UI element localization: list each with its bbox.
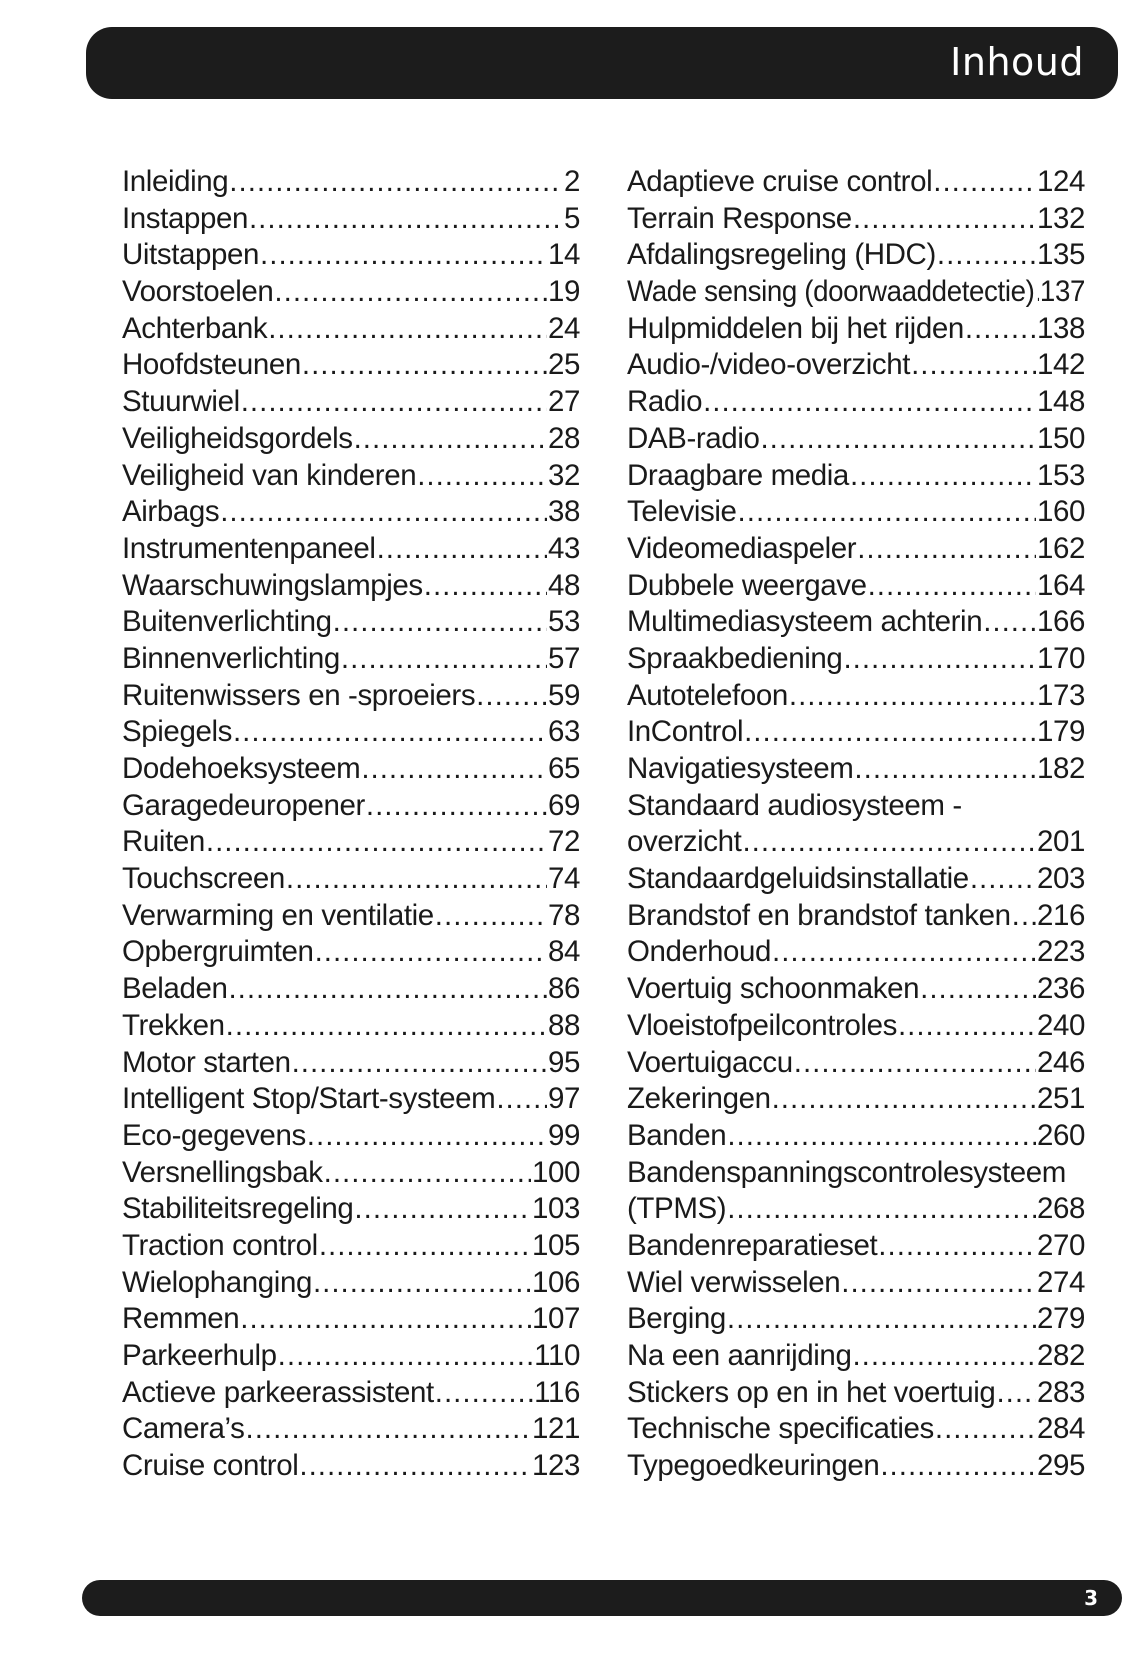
toc-entry-page: 107 xyxy=(531,1302,580,1336)
toc-entry-page: 283 xyxy=(1036,1375,1085,1409)
toc-entry xyxy=(122,274,580,311)
toc-entry-page: 59 xyxy=(547,678,580,712)
toc-entry xyxy=(122,1375,580,1412)
toc-entry xyxy=(627,164,1085,201)
toc-entry xyxy=(627,824,1085,861)
dot-leader xyxy=(292,1045,547,1082)
toc-entry xyxy=(122,641,580,678)
toc-entry-page: 240 xyxy=(1036,1008,1085,1042)
toc-entry xyxy=(122,604,580,641)
toc-entry-page: 182 xyxy=(1036,752,1085,785)
toc-entry xyxy=(122,1155,580,1192)
toc-entry-page: 164 xyxy=(1036,568,1085,602)
toc-entry-page: 203 xyxy=(1036,862,1085,896)
toc-entry-title: Banden xyxy=(627,1118,727,1152)
dot-leader xyxy=(313,1265,531,1302)
toc-entry xyxy=(122,568,580,605)
toc-entry xyxy=(122,494,580,531)
toc-entry-page: 97 xyxy=(547,1082,580,1116)
toc-entry-page: 99 xyxy=(547,1118,580,1152)
toc-entry xyxy=(627,604,1085,641)
toc-entry-title: Trekken xyxy=(122,1008,225,1042)
toc-entry xyxy=(122,311,580,348)
toc-entry xyxy=(122,347,580,384)
toc-entry-page: 32 xyxy=(547,458,580,492)
toc-entry-title: Actieve parkeerassistent xyxy=(122,1375,434,1409)
toc-entry xyxy=(627,347,1085,384)
dot-leader xyxy=(868,568,1036,605)
toc-entry-page: 74 xyxy=(547,862,580,896)
toc-entry-title: Opbergruimten xyxy=(122,935,314,969)
toc-entry-page: 246 xyxy=(1036,1045,1085,1079)
toc-entry xyxy=(122,751,580,788)
toc-entry xyxy=(627,568,1085,605)
toc-entry-title: Stickers op en in het voertuig xyxy=(627,1375,996,1409)
toc-entry-page: 137 xyxy=(1039,275,1085,309)
dot-leader xyxy=(260,237,547,274)
dot-leader xyxy=(937,237,1036,274)
dot-leader xyxy=(996,1375,1036,1412)
toc-entry xyxy=(627,898,1085,935)
toc-entry-title: Airbags xyxy=(122,495,220,529)
toc-entry-page: 148 xyxy=(1036,385,1085,419)
toc-entry-page: 106 xyxy=(531,1265,580,1299)
dot-leader xyxy=(228,971,547,1008)
toc-entry-title-line: Standaard audiosysteem - xyxy=(627,788,962,822)
page-number: 3 xyxy=(1084,1586,1098,1610)
toc-entry xyxy=(627,237,1085,274)
toc-entry xyxy=(627,1301,1085,1338)
dot-leader xyxy=(366,788,547,825)
toc-entry-title: Camera’s xyxy=(122,1412,245,1446)
toc-entry xyxy=(627,1375,1085,1412)
toc-entry-page: 279 xyxy=(1036,1302,1085,1336)
toc-entry-page: 27 xyxy=(547,385,580,419)
toc-entry-title: overzicht xyxy=(627,825,742,859)
header-bar xyxy=(86,27,1118,99)
dot-leader xyxy=(286,861,547,898)
dot-leader xyxy=(727,1118,1036,1155)
dot-leader xyxy=(1035,274,1039,311)
dot-leader xyxy=(246,1411,531,1448)
dot-leader xyxy=(772,934,1036,971)
toc-entry-page: 160 xyxy=(1036,495,1085,529)
toc-entry-page: 48 xyxy=(547,568,580,602)
dot-leader xyxy=(299,1448,531,1485)
toc-entry-page: 150 xyxy=(1036,421,1085,455)
toc-entry xyxy=(627,274,1085,311)
toc-entry-page: 162 xyxy=(1036,531,1085,565)
dot-leader xyxy=(476,678,547,715)
toc-entry-page: 201 xyxy=(1036,825,1085,859)
toc-entry xyxy=(627,971,1085,1008)
toc-entry-title: Instappen xyxy=(122,201,248,235)
toc-entry-title: Garagedeuropener xyxy=(122,788,365,822)
toc-entry xyxy=(122,1118,580,1155)
toc-entry xyxy=(627,1191,1085,1228)
dot-leader xyxy=(852,1338,1036,1375)
toc-entry-page: 116 xyxy=(534,1375,580,1409)
toc-entry-page: 216 xyxy=(1036,898,1085,932)
toc-entry xyxy=(122,714,580,751)
dot-leader xyxy=(206,824,547,861)
dot-leader xyxy=(274,274,547,311)
dot-leader xyxy=(853,201,1036,238)
dot-leader xyxy=(772,1081,1036,1118)
toc-entry xyxy=(122,458,580,495)
toc-entry-title: Televisie xyxy=(627,495,737,529)
dot-leader xyxy=(496,1081,547,1118)
dot-leader xyxy=(970,861,1036,898)
dot-leader xyxy=(354,421,547,458)
dot-leader xyxy=(417,458,547,495)
toc-entry-title: Multimediasysteem achterin xyxy=(627,605,983,639)
toc-entry-page: 138 xyxy=(1036,311,1085,345)
toc-entry-title: Instrumentenpaneel xyxy=(122,531,376,565)
toc-entry xyxy=(627,751,1085,788)
toc-entry-title: Adaptieve cruise control xyxy=(627,165,933,198)
toc-entry-title: Touchscreen xyxy=(122,862,285,896)
dot-leader xyxy=(898,1008,1036,1045)
toc-entry-title: Navigatiesysteem xyxy=(627,752,854,785)
toc-entry xyxy=(122,1228,580,1265)
toc-entry-title: Draagbare media xyxy=(627,458,849,492)
toc-entry-page: 173 xyxy=(1036,678,1085,712)
toc-entry xyxy=(627,1411,1085,1448)
toc-entry-title: Hoofdsteunen xyxy=(122,348,301,382)
toc-entry-title: Onderhoud xyxy=(627,935,772,969)
toc-entry-title: Voorstoelen xyxy=(122,275,274,309)
toc-entry xyxy=(627,1338,1085,1375)
toc-entry-title: Ruitenwissers en -sproeiers xyxy=(122,678,476,712)
toc-entry-title: Typegoedkeuringen xyxy=(627,1449,880,1483)
dot-leader xyxy=(435,1375,533,1412)
toc-entry-page: 170 xyxy=(1036,641,1085,675)
toc-entry-page: 110 xyxy=(534,1339,580,1372)
dot-leader xyxy=(841,1265,1036,1302)
toc-entry-title: Remmen xyxy=(122,1302,240,1336)
dot-leader xyxy=(241,384,547,421)
toc-entry xyxy=(122,1301,580,1338)
toc-entry xyxy=(627,1265,1085,1302)
dot-leader xyxy=(878,1228,1036,1265)
dot-leader xyxy=(911,347,1036,384)
toc-entry-page: 124 xyxy=(1036,165,1085,198)
toc-entry xyxy=(627,1228,1085,1265)
toc-entry-page: 135 xyxy=(1036,238,1085,272)
dot-leader xyxy=(933,164,1036,201)
toc-entry-title: (TPMS) xyxy=(627,1192,727,1226)
toc-entry-title: Uitstappen xyxy=(122,238,260,272)
dot-leader xyxy=(854,751,1036,788)
toc-entry xyxy=(122,971,580,1008)
toc-entry-title: Hulpmiddelen bij het rijden xyxy=(627,311,964,345)
dot-leader xyxy=(268,311,547,348)
dot-leader xyxy=(760,421,1035,458)
toc-entry xyxy=(122,678,580,715)
toc-entry-page: 84 xyxy=(547,935,580,969)
toc-entry xyxy=(627,714,1085,751)
toc-entry-title: InControl xyxy=(627,715,744,749)
toc-entry-title: DAB-radio xyxy=(627,421,760,455)
toc-entry-page: 78 xyxy=(547,898,580,932)
toc-entry-page: 223 xyxy=(1036,935,1085,969)
toc-entry xyxy=(122,164,580,201)
toc-entry-title: Zekeringen xyxy=(627,1082,771,1116)
toc-column-right xyxy=(627,164,1085,1485)
toc-entry-page: 274 xyxy=(1036,1265,1085,1299)
toc-entry-page: 284 xyxy=(1036,1412,1085,1446)
toc-entry-title: Audio-/video-overzicht xyxy=(627,348,911,382)
toc-entry-title: Parkeerhulp xyxy=(122,1339,277,1372)
dot-leader xyxy=(377,531,547,568)
toc-entry-page: 57 xyxy=(547,641,580,675)
toc-entry-title: Ruiten xyxy=(122,825,205,859)
toc-entry-title: Dubbele weergave xyxy=(627,568,867,602)
toc-entry-page: 19 xyxy=(547,275,580,309)
toc-entry xyxy=(122,1081,580,1118)
dot-leader xyxy=(278,1338,533,1375)
dot-leader xyxy=(249,201,563,238)
dot-leader xyxy=(435,898,547,935)
toc-entry xyxy=(122,531,580,568)
toc-entry xyxy=(627,531,1085,568)
toc-entry-page: 236 xyxy=(1036,972,1085,1006)
toc-entry-page: 105 xyxy=(531,1228,580,1262)
toc-entry-page: 268 xyxy=(1036,1192,1085,1226)
toc-column-left xyxy=(122,164,580,1485)
dot-leader xyxy=(880,1448,1036,1485)
toc-entry-title: Eco-gegevens xyxy=(122,1118,306,1152)
dot-leader xyxy=(226,1008,547,1045)
toc-entry-title: Terrain Response xyxy=(627,201,852,235)
toc-entry-page: 5 xyxy=(563,201,580,235)
toc-entry-title: Na een aanrijding xyxy=(627,1339,852,1372)
dot-leader xyxy=(843,641,1036,678)
toc-entry xyxy=(627,1081,1085,1118)
toc-entry xyxy=(627,1008,1085,1045)
dot-leader xyxy=(341,641,547,678)
toc-entry xyxy=(122,1338,580,1375)
toc-entry-title: Stabiliteitsregeling xyxy=(122,1192,354,1226)
toc-entry-page: 166 xyxy=(1036,605,1085,639)
toc-entry-title: Afdalingsregeling (HDC) xyxy=(627,238,936,272)
dot-leader xyxy=(794,1045,1036,1082)
toc-entry-page: 123 xyxy=(531,1449,580,1483)
toc-entry-title-line: Bandenspanningscontrolesysteem xyxy=(627,1155,1066,1189)
toc-entry xyxy=(627,641,1085,678)
toc-entry-page: 14 xyxy=(547,238,580,272)
toc-entry xyxy=(627,201,1085,238)
toc-entry-page: 88 xyxy=(547,1008,580,1042)
toc-entry-page: 65 xyxy=(547,752,580,785)
toc-entry-page: 63 xyxy=(547,715,580,749)
toc-entry-page: 251 xyxy=(1036,1082,1085,1116)
toc-entry-title: Verwarming en ventilatie xyxy=(122,898,434,932)
toc-entry-page: 282 xyxy=(1036,1339,1085,1372)
toc-entry-page: 25 xyxy=(547,348,580,382)
toc-entry xyxy=(122,824,580,861)
toc-entry xyxy=(122,934,580,971)
toc-entry-title: Voertuig schoonmaken xyxy=(627,972,920,1006)
toc-entry xyxy=(627,494,1085,531)
dot-leader xyxy=(424,568,547,605)
toc-entry xyxy=(627,861,1085,898)
toc-entry-title: Dodehoeksysteem xyxy=(122,752,361,785)
toc-entry xyxy=(122,1008,580,1045)
dot-leader xyxy=(1012,898,1036,935)
dot-leader xyxy=(850,458,1036,495)
toc-entry-title: Inleiding xyxy=(122,165,229,198)
toc-entry-title: Traction control xyxy=(122,1228,318,1262)
toc-entry-page: 43 xyxy=(547,531,580,565)
dot-leader xyxy=(935,1411,1036,1448)
toc-entry-title: Beladen xyxy=(122,972,228,1006)
toc-entry xyxy=(122,861,580,898)
toc-entry-page: 38 xyxy=(547,495,580,529)
toc-entry-page: 270 xyxy=(1036,1228,1085,1262)
toc-entry-page: 95 xyxy=(547,1045,580,1079)
toc-entry-page: 295 xyxy=(1036,1449,1085,1483)
dot-leader xyxy=(307,1118,547,1155)
toc-entry xyxy=(122,1265,580,1302)
toc-entry-title: Veiligheidsgordels xyxy=(122,421,353,455)
toc-entry xyxy=(627,934,1085,971)
toc-entry-title: Cruise control xyxy=(122,1449,299,1483)
dot-leader xyxy=(965,311,1036,348)
toc-entry-title: Stuurwiel xyxy=(122,385,240,419)
toc-entry-page: 142 xyxy=(1036,348,1085,382)
toc-entry xyxy=(122,1411,580,1448)
toc-entry-page: 69 xyxy=(547,788,580,822)
toc-entry-title: Wade sensing (doorwaaddetectie) xyxy=(627,275,1035,309)
toc-entry xyxy=(122,898,580,935)
toc-entry-title: Vloeistofpeilcontroles xyxy=(627,1008,897,1042)
footer-bar xyxy=(82,1580,1122,1616)
toc-entry-page: 121 xyxy=(531,1412,580,1446)
dot-leader xyxy=(233,714,547,751)
toc-entry xyxy=(627,1448,1085,1485)
toc-entry xyxy=(627,421,1085,458)
toc-entry-page: 153 xyxy=(1036,458,1085,492)
dot-leader xyxy=(333,604,547,641)
toc-entry xyxy=(627,1045,1085,1082)
toc-entry-page: 2 xyxy=(563,165,580,198)
page-title: Inhoud xyxy=(950,40,1084,84)
toc-entry-title: Intelligent Stop/Start-systeem xyxy=(122,1082,496,1116)
toc-entry xyxy=(122,1191,580,1228)
dot-leader xyxy=(920,971,1036,1008)
dot-leader xyxy=(240,1301,531,1338)
dot-leader xyxy=(361,751,547,788)
toc-entry-title: Videomediaspeler xyxy=(627,531,857,565)
toc-entry-title: Versnellingsbak xyxy=(122,1155,323,1189)
toc-entry-title: Berging xyxy=(627,1302,726,1336)
toc-entry-title: Technische specificaties xyxy=(627,1412,934,1446)
toc-entry-title: Wiel verwisselen xyxy=(627,1265,841,1299)
toc-entry xyxy=(122,1045,580,1082)
dot-leader xyxy=(354,1191,531,1228)
toc-entry-title: Autotelefoon xyxy=(627,678,788,712)
toc-entry xyxy=(627,311,1085,348)
toc-entry-title: Bandenreparatieset xyxy=(627,1228,878,1262)
toc-entry-title: Waarschuwingslampjes xyxy=(122,568,423,602)
toc-entry-page: 72 xyxy=(547,825,580,859)
dot-leader xyxy=(857,531,1036,568)
dot-leader xyxy=(319,1228,531,1265)
toc-entry-title: Standaardgeluidsinstallatie xyxy=(627,862,969,896)
toc-entry xyxy=(627,678,1085,715)
dot-leader xyxy=(315,934,547,971)
dot-leader xyxy=(742,824,1036,861)
toc-entry-page: 179 xyxy=(1036,715,1085,749)
toc-entry-title: Spraakbediening xyxy=(627,641,843,675)
dot-leader xyxy=(220,494,547,531)
dot-leader xyxy=(727,1191,1036,1228)
toc-entry-title: Radio xyxy=(627,385,703,419)
toc-entry-page: 260 xyxy=(1036,1118,1085,1152)
toc-entry-page: 132 xyxy=(1036,201,1085,235)
toc-entry-title: Voertuigaccu xyxy=(627,1045,793,1079)
toc-entry xyxy=(122,201,580,238)
toc-entry-page: 24 xyxy=(547,311,580,345)
dot-leader xyxy=(703,384,1036,421)
toc-entry-title: Spiegels xyxy=(122,715,232,749)
dot-leader xyxy=(738,494,1036,531)
toc-entry xyxy=(122,237,580,274)
toc-entry-title: Veiligheid van kinderen xyxy=(122,458,417,492)
dot-leader xyxy=(983,604,1036,641)
toc-entry xyxy=(627,384,1085,421)
dot-leader xyxy=(789,678,1036,715)
toc-entry xyxy=(627,1118,1085,1155)
toc-entry-page: 53 xyxy=(547,605,580,639)
toc-entry xyxy=(627,458,1085,495)
dot-leader xyxy=(229,164,563,201)
dot-leader xyxy=(727,1301,1036,1338)
toc-entry-page: 103 xyxy=(531,1192,580,1226)
toc-entry-title: Motor starten xyxy=(122,1045,291,1079)
toc-entry xyxy=(122,788,580,825)
toc-entry xyxy=(122,384,580,421)
toc-entry xyxy=(122,1448,580,1485)
dot-leader xyxy=(324,1155,531,1192)
toc-entry-title: Wielophanging xyxy=(122,1265,312,1299)
toc-entry-page: 100 xyxy=(531,1155,580,1189)
toc-entry-title: Achterbank xyxy=(122,311,268,345)
toc-entry-title: Binnenverlichting xyxy=(122,641,340,675)
dot-leader xyxy=(302,347,547,384)
toc-entry-page: 86 xyxy=(547,972,580,1006)
dot-leader xyxy=(744,714,1036,751)
toc-entry xyxy=(122,421,580,458)
toc-entry-title: Brandstof en brandstof tanken xyxy=(627,898,1011,932)
toc-entry-title: Buitenverlichting xyxy=(122,605,332,639)
toc-entry-page: 28 xyxy=(547,421,580,455)
